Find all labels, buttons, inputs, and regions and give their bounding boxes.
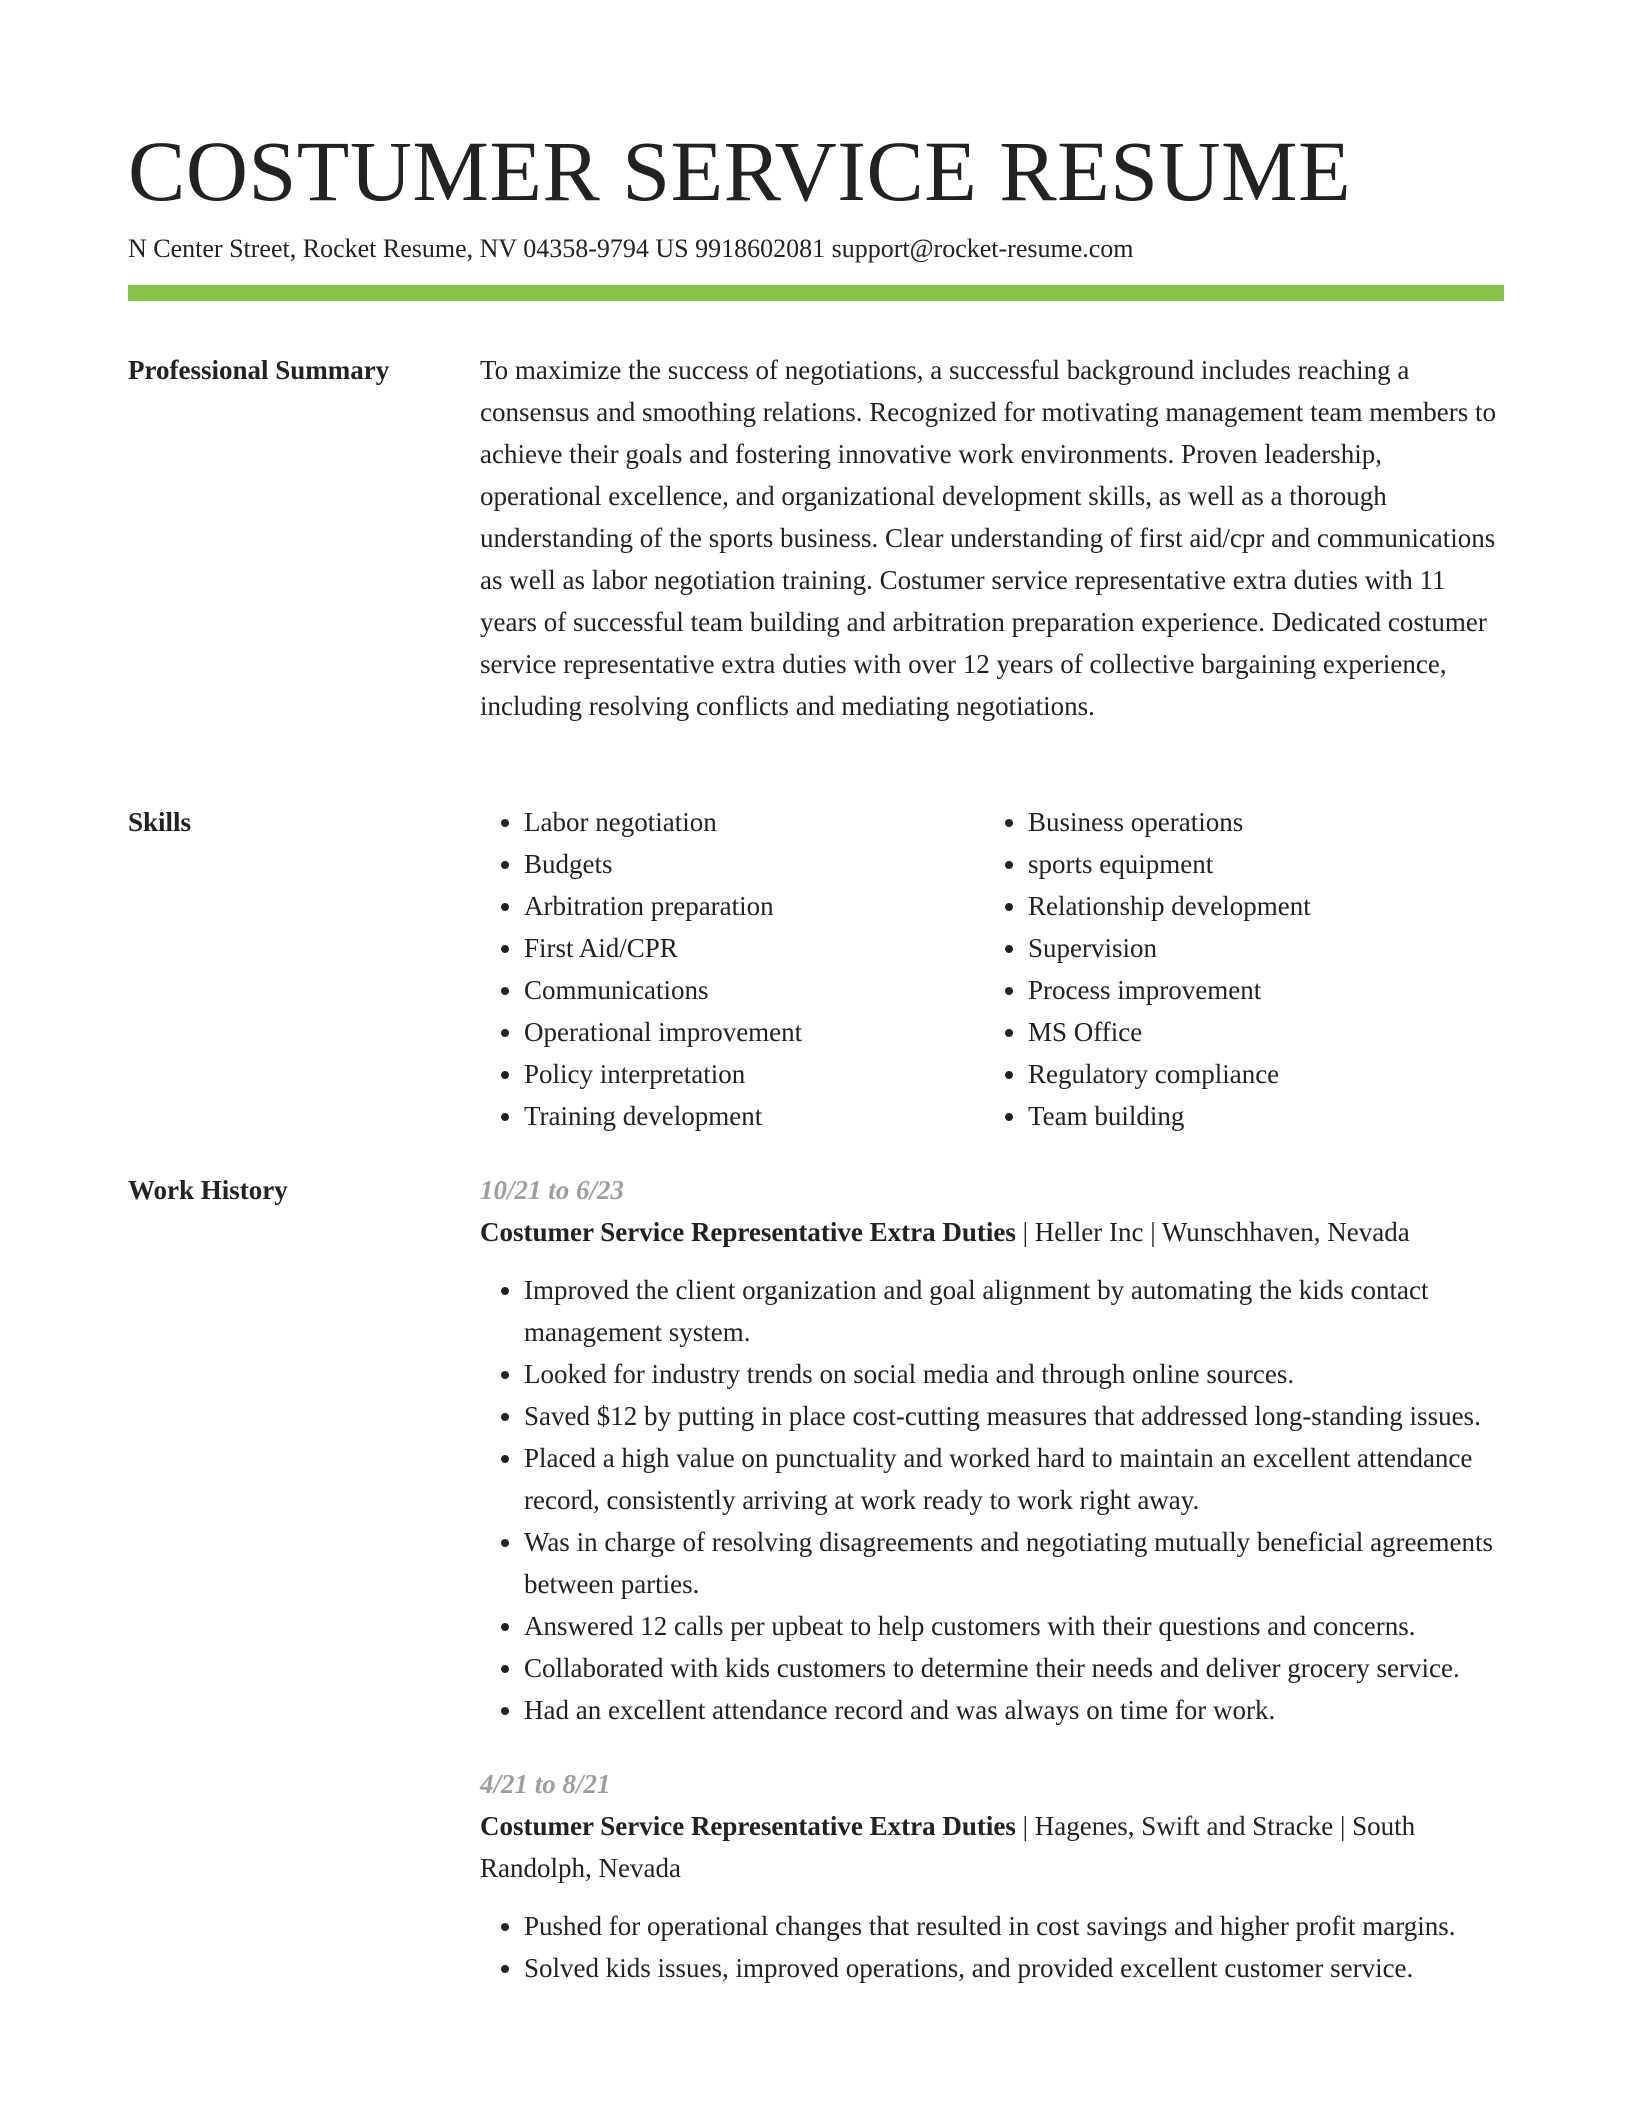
job-heading (480, 1211, 1504, 1253)
job-responsibilities (480, 1269, 1504, 1731)
skill-item: • Policy interpretation (524, 1053, 984, 1095)
job-bullet: • Answered 12 calls per upbeat to help customers with their questions and concerns. (524, 1605, 1504, 1647)
job-bullet: • Placed a high value on punctuality and worked hard to maintain an excellent attendance record, consistently arriving at work ready to work right away. (524, 1437, 1504, 1521)
skill-item: • Training development (524, 1095, 984, 1137)
job-bullet: • Was in charge of resolving disagreements and negotiating mutually beneficial agreements between parties. (524, 1521, 1504, 1605)
resume-title: COSTUMER SERVICE RESUME (128, 123, 1352, 219)
job-entry (480, 1169, 1504, 1731)
skill-item: • MS Office (1028, 1011, 1488, 1053)
job-employer-location: | Hagenes, Swift and Stracke | South Randolph, Nevada (480, 1811, 1416, 1883)
summary-body (480, 349, 1504, 727)
contact-info: N Center Street, Rocket Resume, NV 04358-9794 US 9918602081 support@rocket-resume.com (128, 234, 1134, 263)
skill-item: • Business operations (1028, 801, 1488, 843)
job-dates: 10/21 to 6/23 (480, 1175, 625, 1205)
work-history-body (480, 1169, 1504, 2021)
job-bullet: • Solved kids issues, improved operations, and provided excellent customer service. (524, 1947, 1504, 1989)
skills-label: Skills (128, 807, 192, 837)
skill-item: • Labor negotiation (524, 801, 984, 843)
job-bullet: • Looked for industry trends on social media and through online sources. (524, 1353, 1504, 1395)
job-responsibilities (480, 1905, 1504, 1989)
job-role: Costumer Service Representative Extra Duties (480, 1217, 1016, 1247)
skill-item: • Operational improvement (524, 1011, 984, 1053)
skill-item: • Process improvement (1028, 969, 1488, 1011)
job-dates: 4/21 to 8/21 (480, 1769, 611, 1799)
job-bullet: • Pushed for operational changes that resulted in cost savings and higher profit margins. (524, 1905, 1504, 1947)
job-role: Costumer Service Representative Extra Duties (480, 1811, 1016, 1841)
skill-item: • Team building (1028, 1095, 1488, 1137)
job-bullet: • Improved the client organization and goal alignment by automating the kids contact management system. (524, 1269, 1504, 1353)
skill-item: • First Aid/CPR (524, 927, 984, 969)
skills-list-left (480, 801, 984, 1137)
skill-item: • sports equipment (1028, 843, 1488, 885)
skills-list-right (984, 801, 1488, 1137)
summary-text: To maximize the success of negotiations, a successful background includes reaching a consensus and smoothing relations. Recognized for motivating management team members to achieve their goals and fostering innovative work environments. Proven leadership, operational excellence, and organizational development skills, as well as a thorough understanding of the sports business. Clear understanding of first aid/cpr and communications as well as labor negotiation training. Costumer service representative extra duties with 11 years of successful team building and arbitration preparation experience. Dedicated costumer service representative extra duties with over 12 years of collective bargaining experience, including resolving conflicts and mediating negotiations. (480, 355, 1497, 721)
job-bullet: • Saved $12 by putting in place cost-cutting measures that addressed long-standing issues. (524, 1395, 1504, 1437)
summary-label: Professional Summary (128, 355, 390, 385)
skill-item: • Communications (524, 969, 984, 1011)
job-employer-location: | Heller Inc | Wunschhaven, Nevada (1015, 1217, 1410, 1247)
job-bullet: • Had an excellent attendance record and was always on time for work. (524, 1689, 1504, 1731)
job-entry (480, 1763, 1504, 1989)
work-history-label: Work History (128, 1175, 288, 1205)
job-heading (480, 1805, 1504, 1889)
skill-item: • Regulatory compliance (1028, 1053, 1488, 1095)
skills-columns (480, 801, 1504, 1137)
skill-item: • Relationship development (1028, 885, 1488, 927)
job-bullet: • Collaborated with kids customers to determine their needs and deliver grocery service. (524, 1647, 1504, 1689)
skill-item: • Budgets (524, 843, 984, 885)
accent-divider (128, 285, 1504, 301)
skills-body (480, 801, 1504, 1137)
skill-item: • Supervision (1028, 927, 1488, 969)
skill-item: • Arbitration preparation (524, 885, 984, 927)
